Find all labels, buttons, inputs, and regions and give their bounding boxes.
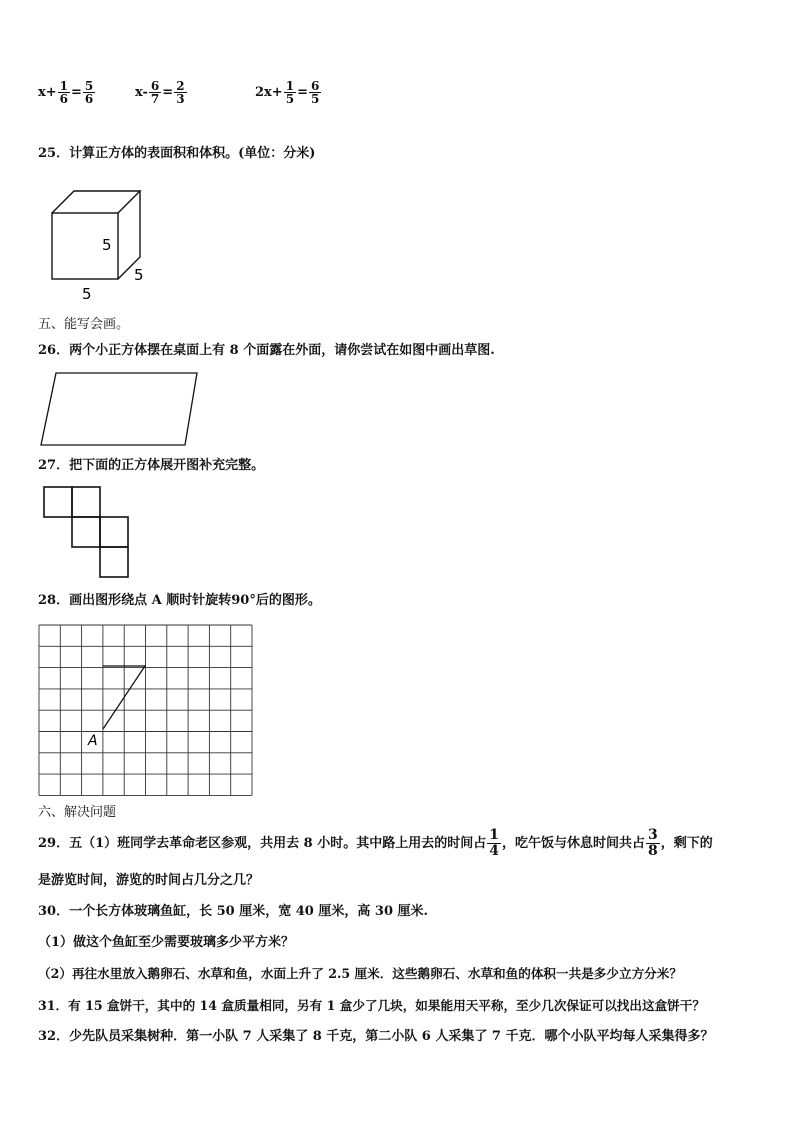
equation-lhs: 2x+ [255,85,283,100]
question-30-part-1: （1）做这个鱼缸至少需要玻璃多少平方米？ [38,935,295,950]
equation-lhs: x+ [38,85,57,100]
point-a-label: A [88,733,98,749]
question-26: 26．两个小正方体摆在桌面上有 8 个面露在外面，请你尝试在如图中画出草图. [38,343,495,358]
question-27: 27．把下面的正方体展开图补充完整。 [38,458,265,473]
equation-2 [135,80,188,105]
fraction: $\frac{1}{6}$ [59,79,69,106]
q29-text: ，吃午饭与休息时间共占 [501,835,645,851]
fraction: $\frac{6}{7}$ [150,79,160,106]
fraction: $\frac{5}{6}$ [84,79,94,106]
equals-sign: = [162,85,174,100]
question-31: 31．有 15 盒饼干，其中的 14 盒质量相同，另有 1 盒少了几块，如果能用天平称，至少几次保证可以找出这盒饼干？ [38,998,705,1013]
equals-sign: = [71,85,82,100]
fraction: $\frac{2}{3}$ [176,79,185,106]
question-29-line-2: 是游览时间，游览的时间占几分之几？ [38,873,260,888]
fraction-one-quarter: $\frac{1}{4}$ [489,827,499,859]
q29-text: ，剩下的 [660,835,713,851]
rotation-grid [36,622,256,800]
cube-figure [40,183,160,303]
fraction-three-eighths: $\frac{3}{8}$ [648,827,658,859]
parallelogram-figure [38,370,203,450]
dim-side-label: 5 [134,266,144,284]
equation-1 [38,80,96,105]
equals-sign: = [297,85,308,100]
section-5-heading: 五、能写会画。 [38,317,130,332]
question-30-part-2: （2）再往水里放入鹅卵石、水草和鱼，水面上升了 2.5 厘米．这些鹅卵石、水草和鱼的体积一共是多少立方分米？ [38,966,682,981]
equation-3 [255,80,322,105]
cube-net-figure [40,484,135,582]
fraction: $\frac{1}{5}$ [285,79,295,106]
question-25: 25．计算正方体的表面积和体积。(单位：分米) [38,146,316,161]
section-6-heading: 六、解决问题 [38,805,117,820]
dim-front-label: 5 [102,236,112,254]
equation-lhs: x- [135,85,148,100]
question-29-line-1 [38,828,713,859]
question-28: 28．画出图形绕点 A 顺时针旋转90°后的图形。 [38,593,321,608]
question-30: 30．一个长方体玻璃鱼缸，长 50 厘米，宽 40 厘米，高 30 厘米. [38,904,429,919]
q29-text: 29．五（1）班同学去革命老区参观，共用去 8 小时。其中路上用去的时间占 [38,835,487,851]
dim-bottom-label: 5 [82,285,92,303]
fraction: $\frac{6}{5}$ [310,79,320,106]
question-32: 32．少先队员采集树种．第一小队 7 人采集了 8 千克，第二小队 6 人采集了 7 千克．哪个小队平均每人采集得多？ [38,1029,714,1044]
